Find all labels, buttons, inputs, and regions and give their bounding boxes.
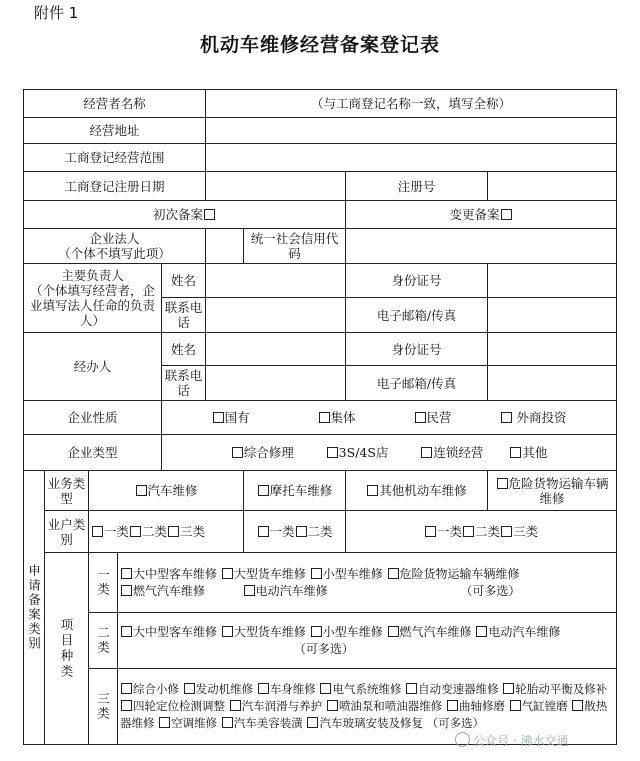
checkbox[interactable] [258, 526, 269, 537]
phone-label: 联系电话 [162, 298, 206, 333]
class1-label: 一类 [89, 553, 118, 613]
email-label: 电子邮箱/传真 [346, 298, 488, 333]
checkbox[interactable] [319, 412, 330, 423]
attachment-label: 附件 1 [34, 4, 79, 22]
id-label: 身份证号 [346, 333, 488, 366]
checkbox[interactable] [421, 447, 432, 458]
checkbox[interactable] [415, 412, 426, 423]
checkbox[interactable] [510, 447, 521, 458]
checkbox[interactable] [258, 683, 269, 694]
checkbox[interactable] [425, 526, 436, 537]
checkbox[interactable] [121, 585, 132, 596]
agent-email-field[interactable] [488, 366, 617, 401]
checkbox[interactable] [258, 485, 269, 496]
type-options [162, 435, 617, 471]
address-field[interactable] [206, 118, 617, 144]
checkbox[interactable] [244, 585, 255, 596]
multi-select-note: （可多选） [460, 583, 521, 598]
checkbox[interactable] [136, 485, 147, 496]
checkbox[interactable] [311, 626, 322, 637]
checkbox[interactable] [121, 700, 132, 711]
checkbox[interactable] [307, 717, 318, 728]
class2-label: 二类 [89, 613, 118, 669]
option-4s[interactable]: 3S/4S店 [326, 445, 389, 460]
credit-code-field[interactable] [346, 229, 617, 264]
biz-type-label: 业务类型 [45, 471, 89, 511]
checkbox[interactable] [463, 526, 474, 537]
scope-field[interactable] [206, 144, 617, 172]
operator-name-label: 经营者名称 [24, 90, 206, 118]
reg-date-field[interactable] [206, 172, 346, 201]
biz-motorcycle-repair[interactable]: 摩托车维修 [244, 471, 346, 511]
wechat-logo-icon [455, 732, 470, 747]
checkbox[interactable] [204, 209, 215, 220]
checkbox[interactable] [497, 478, 508, 489]
agent-name-field[interactable] [206, 333, 346, 366]
credit-code-label: 统一社会信用代码 [244, 229, 346, 264]
checkbox[interactable] [406, 683, 417, 694]
checkbox[interactable] [222, 717, 233, 728]
category-label: 业户类别 [45, 511, 89, 553]
scope-label: 工商登记经营范围 [24, 144, 206, 172]
checkbox[interactable] [447, 700, 458, 711]
operator-name-field[interactable]: （与工商登记名称一致，填写全称） [206, 90, 617, 118]
checkbox[interactable] [213, 412, 224, 423]
reg-no-label: 注册号 [346, 172, 488, 201]
nature-label: 企业性质 [24, 401, 162, 435]
checkbox[interactable] [503, 683, 514, 694]
checkbox[interactable] [184, 683, 195, 694]
class3-items: 综合小修 发动机维修 车身维修 电气系统维修 自动变速器维修 轮胎动平衡及修补 四轮定位检测调整 汽车润滑与养护 喷油泵和喷油器维修 曲轴修磨 气缸镗磨 散热器维修 空调维修 汽车美容装潢 汽车玻璃安装及修复 （可多选） [118, 669, 617, 745]
option-other[interactable]: 其他 [509, 445, 547, 460]
option-collective[interactable]: 集体 [318, 410, 356, 425]
name-label: 姓名 [162, 333, 206, 366]
agent-phone-field[interactable] [206, 366, 346, 401]
class2-items: 大中型客车维修 大型货车维修 小型车维修 燃气汽车维修 电动汽车维修 （可多选） [118, 613, 617, 669]
checkbox[interactable] [121, 683, 132, 694]
checkbox[interactable] [327, 700, 338, 711]
apply-category-label: 申请备案类别 [24, 471, 45, 745]
motorcycle-category-options[interactable]: 一类 二类 [244, 511, 346, 553]
checkbox[interactable] [159, 717, 170, 728]
principal-phone-field[interactable] [206, 298, 346, 333]
checkbox[interactable] [320, 683, 331, 694]
checkbox[interactable] [510, 700, 521, 711]
option-private[interactable]: 民营 [414, 410, 452, 425]
option-state-owned[interactable]: 国有 [212, 410, 250, 425]
id-label: 身份证号 [346, 264, 488, 298]
principal-label: 主要负责人 （个体填写经营者，企业填写法人任命的负责人） [24, 264, 162, 333]
principal-name-field[interactable] [206, 264, 346, 298]
other-category-options[interactable]: 一类 二类 三类 [346, 511, 617, 553]
email-label: 电子邮箱/传真 [346, 366, 488, 401]
multi-select-note: （可多选） [426, 716, 485, 730]
watermark: 公众号 · 沸水交通 [455, 732, 568, 749]
biz-other-vehicle-repair[interactable]: 其他机动车维修 [346, 471, 488, 511]
checkbox[interactable] [476, 626, 487, 637]
name-label: 姓名 [162, 264, 206, 298]
checkbox[interactable] [388, 626, 399, 637]
biz-hazmat-repair[interactable]: 危险货物运输车辆维修 [488, 471, 617, 511]
initial-filing-option[interactable]: 初次备案 [24, 201, 346, 229]
checkbox[interactable] [230, 700, 241, 711]
checkbox[interactable] [327, 447, 338, 458]
checkbox[interactable] [501, 412, 512, 423]
checkbox[interactable] [168, 526, 179, 537]
checkbox[interactable] [130, 526, 141, 537]
multi-select-note: （可多选） [293, 641, 354, 656]
address-label: 经营地址 [24, 118, 206, 144]
reg-date-label: 工商登记注册日期 [24, 172, 206, 201]
checkbox[interactable] [501, 526, 512, 537]
checkbox[interactable] [222, 568, 233, 579]
nature-options [162, 401, 617, 435]
agent-label: 经办人 [24, 333, 162, 401]
option-chain[interactable]: 连锁经营 [420, 445, 483, 460]
change-filing-option[interactable]: 变更备案 [346, 201, 617, 229]
checkbox[interactable] [121, 568, 132, 579]
car-category-options[interactable]: 一类 二类 三类 [89, 511, 244, 553]
checkbox[interactable] [92, 526, 103, 537]
principal-id-field[interactable] [488, 264, 617, 298]
registration-form [23, 89, 617, 745]
phone-label: 联系电话 [162, 366, 206, 401]
checkbox[interactable] [572, 700, 583, 711]
form-title: 机动车维修经营备案登记表 [199, 34, 440, 56]
checkbox[interactable] [296, 526, 307, 537]
items-label: 项目种类 [45, 553, 89, 745]
checkbox[interactable] [232, 447, 243, 458]
principal-email-field[interactable] [488, 298, 617, 333]
option-foreign[interactable]: 外商投资 [500, 410, 567, 425]
checkbox[interactable] [388, 568, 399, 579]
checkbox[interactable] [367, 485, 378, 496]
class1-items: 大中型客车维修 大型货车维修 小型车维修 危险货物运输车辆维修 燃气汽车维修 电动汽车维修 （可多选） [118, 553, 617, 613]
agent-id-field[interactable] [488, 333, 617, 366]
class3-label: 三类 [89, 669, 118, 745]
checkbox[interactable] [501, 209, 512, 220]
biz-car-repair[interactable]: 汽车维修 [89, 471, 244, 511]
legal-rep-label: 企业法人 （个体不填写此项） [24, 229, 206, 264]
checkbox[interactable] [311, 568, 322, 579]
checkbox[interactable] [121, 626, 132, 637]
option-comprehensive[interactable]: 综合修理 [231, 445, 294, 460]
legal-rep-field[interactable] [206, 229, 244, 264]
reg-no-field[interactable] [488, 172, 617, 201]
checkbox[interactable] [222, 626, 233, 637]
type-label: 企业类型 [24, 435, 162, 471]
